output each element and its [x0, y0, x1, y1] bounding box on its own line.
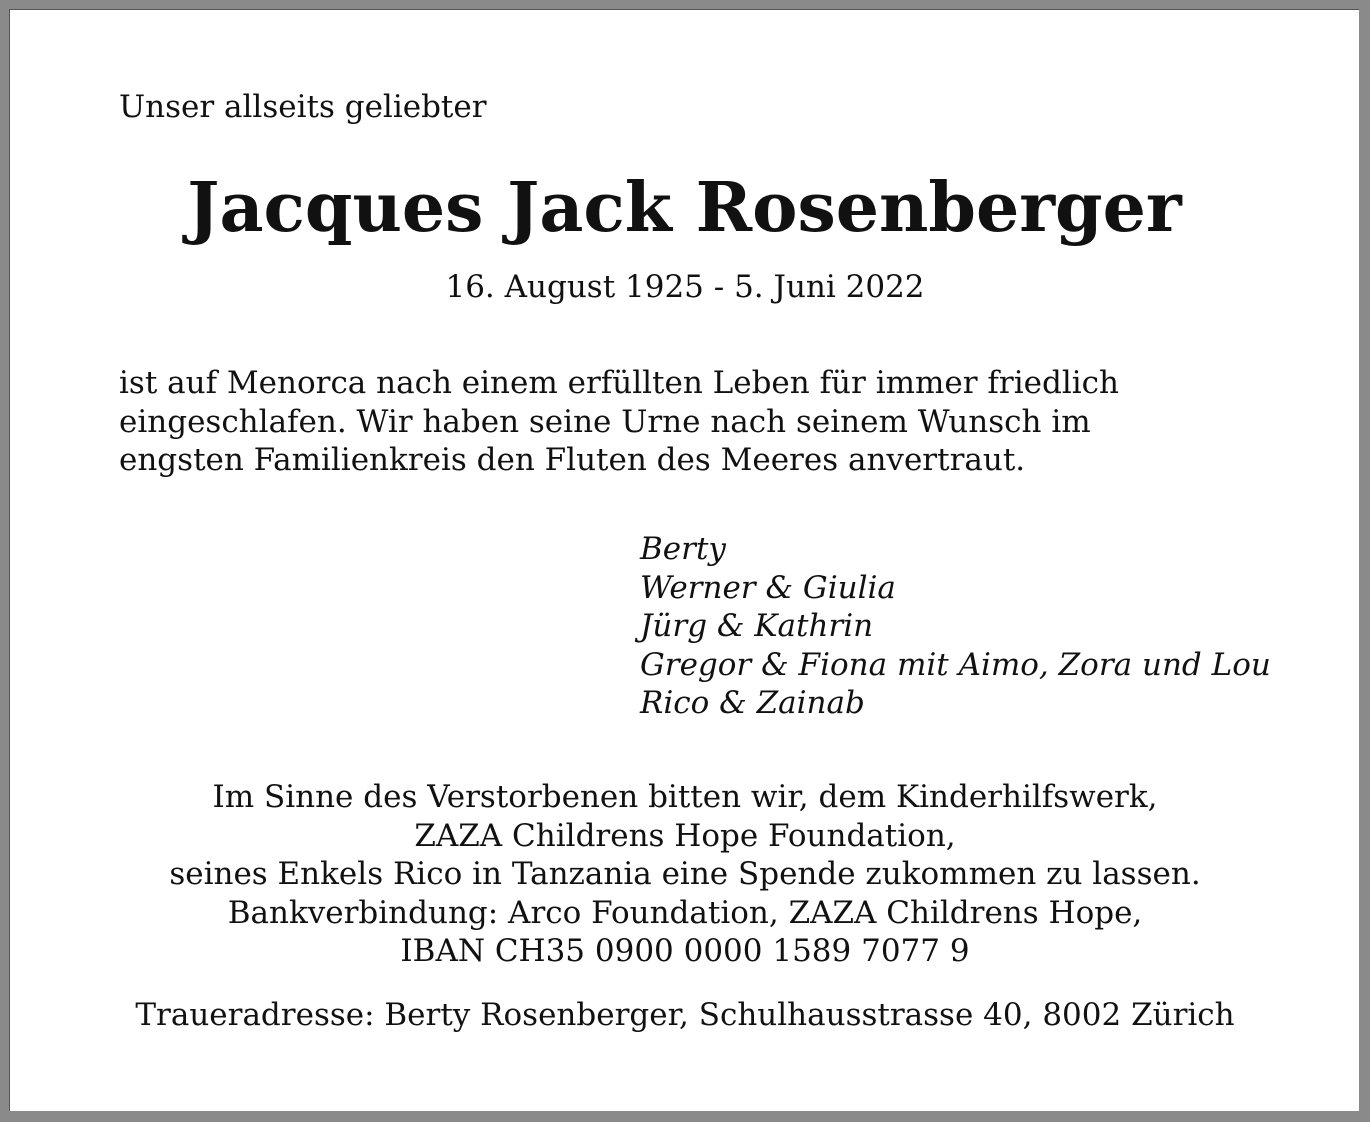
- donation-line: seines Enkels Rico in Tanzania eine Spende zukommen zu lassen.: [169, 856, 1201, 892]
- donation-line: IBAN CH35 0900 0000 1589 7077 9: [400, 933, 970, 969]
- mourner-entry: Gregor & Fiona mit Aimo, Zora und Lou: [640, 646, 1271, 683]
- obituary-notice: [9, 9, 1359, 1111]
- donation-line: ZAZA Childrens Hope Foundation,: [414, 817, 956, 854]
- message-line: engsten Familienkreis den Fluten des Meeres anvertraut.: [119, 442, 1026, 478]
- donation-request: [10, 778, 1360, 971]
- message-line: ist auf Menorca nach einem erfüllten Leben für immer friedlich: [119, 365, 1119, 401]
- life-dates: 16. August 1925 - 5. Juni 2022: [445, 269, 925, 305]
- mourning-address: Traueradresse: Berty Rosenberger, Schulhausstrasse 40, 8002 Zürich: [135, 997, 1235, 1033]
- mourners-list: [640, 530, 1271, 723]
- mourner-entry: Berty: [640, 531, 726, 567]
- intro-text: Unser allseits geliebter: [119, 89, 487, 125]
- donation-line: Im Sinne des Verstorbenen bitten wir, dem Kinderhilfswerk,: [212, 779, 1158, 815]
- mourner-entry: Werner & Giulia: [640, 569, 896, 606]
- announcement-message: [119, 364, 1119, 480]
- donation-line: Bankverbindung: Arco Foundation, ZAZA Childrens Hope,: [227, 894, 1143, 931]
- message-line: eingeschlafen. Wir haben seine Urne nach seinem Wunsch im: [119, 403, 1091, 440]
- deceased-name: Jacques Jack Rosenberger: [187, 168, 1182, 248]
- mourner-entry: Rico & Zainab: [640, 685, 865, 721]
- mourner-entry: Jürg & Kathrin: [640, 608, 874, 644]
